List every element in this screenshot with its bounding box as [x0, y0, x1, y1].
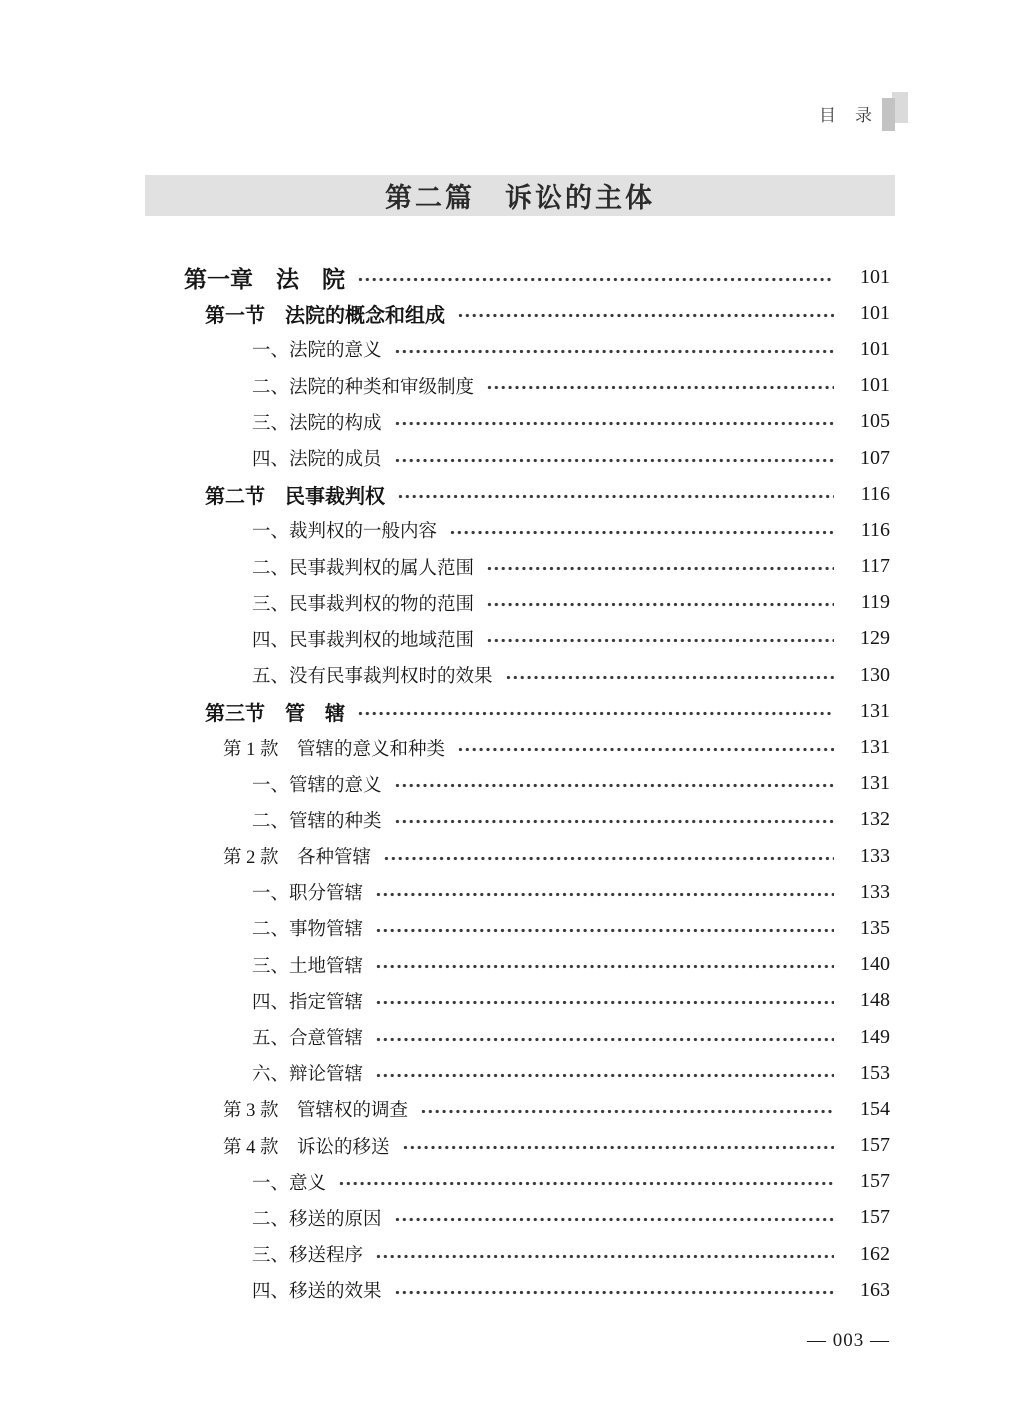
toc-entry-label: 四、民事裁判权的地域范围: [252, 630, 475, 651]
toc-entry-page: 129: [860, 627, 890, 650]
toc-entry-page: 163: [860, 1278, 890, 1301]
toc-entry-page: 162: [860, 1242, 890, 1265]
toc-entry-page: 116: [860, 518, 890, 541]
toc-entry-label: 二、移送的原因: [252, 1209, 382, 1230]
toc-entry-page: 157: [860, 1134, 890, 1157]
dot-leader: [394, 1217, 834, 1222]
toc-list: [0, 259, 1024, 1308]
dot-leader: [449, 530, 834, 535]
toc-entry: [0, 621, 1024, 657]
dot-leader: [394, 458, 834, 463]
toc-entry-label: 第 3 款 管辖权的调查: [223, 1101, 409, 1122]
toc-entry-page: 101: [860, 265, 890, 288]
toc-entry-label: 四、法院的成员: [252, 450, 382, 471]
toc-entry-label: 五、没有民事裁判权时的效果: [252, 667, 493, 688]
toc-entry-page: 130: [860, 663, 890, 686]
dot-leader: [486, 638, 834, 643]
toc-entry-page: 101: [860, 301, 890, 324]
toc-entry: [0, 947, 1024, 983]
toc-entry: [0, 983, 1024, 1019]
toc-entry: [0, 838, 1024, 874]
toc-entry: [0, 874, 1024, 910]
dot-leader: [394, 349, 834, 354]
dot-leader: [383, 856, 834, 861]
dot-leader: [505, 675, 834, 680]
toc-entry: [0, 1236, 1024, 1272]
toc-entry-page: 157: [860, 1206, 890, 1229]
toc-entry: [0, 910, 1024, 946]
toc-entry-page: 154: [860, 1097, 890, 1120]
toc-entry-page: 117: [860, 555, 890, 578]
toc-entry-label: 一、裁判权的一般内容: [252, 522, 438, 543]
toc-entry: [0, 729, 1024, 765]
toc-entry-label: 三、土地管辖: [252, 956, 364, 977]
dot-leader: [402, 1145, 834, 1150]
dot-leader: [375, 964, 834, 969]
dot-leader: [375, 1254, 834, 1259]
toc-entry-label: 第一章 法 院: [184, 265, 345, 292]
toc-entry-page: 131: [860, 699, 890, 722]
toc-entry-label: 第三节 管 辖: [205, 702, 345, 725]
toc-entry-label: 五、合意管辖: [252, 1029, 364, 1050]
toc-entry-label: 二、民事裁判权的属人范围: [252, 558, 475, 579]
toc-entry-label: 第一节 法院的概念和组成: [205, 304, 445, 327]
toc-entry-label: 一、法院的意义: [252, 341, 382, 362]
toc-entry-label: 四、指定管辖: [252, 992, 364, 1013]
toc-entry-label: 一、意义: [252, 1173, 327, 1194]
toc-entry: [0, 693, 1024, 729]
toc-entry: [0, 331, 1024, 367]
toc-entry: [0, 404, 1024, 440]
dot-leader: [397, 494, 834, 499]
dot-leader: [486, 566, 834, 571]
toc-entry-page: 140: [860, 953, 890, 976]
toc-entry-page: 119: [860, 591, 890, 614]
toc-entry-label: 第 1 款 管辖的意义和种类: [223, 739, 446, 760]
toc-entry-page: 116: [860, 482, 890, 505]
toc-entry-page: 131: [860, 736, 890, 759]
toc-entry: [0, 585, 1024, 621]
dot-leader: [394, 783, 834, 788]
toc-entry: [0, 1272, 1024, 1308]
dot-leader: [486, 385, 834, 390]
toc-entry-label: 三、法院的构成: [252, 413, 382, 434]
toc-entry: [0, 368, 1024, 404]
toc-entry: [0, 295, 1024, 331]
toc-entry-page: 133: [860, 880, 890, 903]
toc-entry-label: 第二节 民事裁判权: [205, 485, 385, 508]
dot-leader: [375, 928, 834, 933]
toc-entry: [0, 657, 1024, 693]
toc-entry-label: 三、民事裁判权的物的范围: [252, 594, 475, 615]
toc-entry-page: 157: [860, 1170, 890, 1193]
toc-entry-label: 二、事物管辖: [252, 920, 364, 941]
dot-leader: [357, 711, 834, 716]
decoration-bar-dark-icon: [882, 98, 895, 131]
part-banner: [145, 175, 895, 216]
toc-entry: [0, 440, 1024, 476]
dot-leader: [457, 747, 834, 752]
toc-entry-page: 101: [860, 337, 890, 360]
toc-entry-label: 三、移送程序: [252, 1246, 364, 1267]
toc-entry-page: 135: [860, 916, 890, 939]
toc-entry: [0, 259, 1024, 295]
toc-entry-label: 一、管辖的意义: [252, 775, 382, 796]
toc-entry-page: 131: [860, 772, 890, 795]
page-number: — 003 —: [807, 1330, 890, 1351]
toc-entry: [0, 1091, 1024, 1127]
toc-entry: [0, 1200, 1024, 1236]
toc-entry: [0, 549, 1024, 585]
dot-leader: [375, 1000, 834, 1005]
toc-entry-label: 第 2 款 各种管辖: [223, 848, 372, 869]
toc-entry: [0, 512, 1024, 548]
dot-leader: [338, 1181, 834, 1186]
dot-leader: [394, 1290, 834, 1295]
dot-leader: [486, 602, 834, 607]
dot-leader: [375, 1073, 834, 1078]
toc-entry-page: 149: [860, 1025, 890, 1048]
dot-leader: [357, 277, 834, 282]
toc-entry-label: 二、法院的种类和审级制度: [252, 377, 475, 398]
dot-leader: [375, 1037, 834, 1042]
toc-entry-page: 148: [860, 989, 890, 1012]
toc-entry: [0, 476, 1024, 512]
toc-entry-page: 101: [860, 374, 890, 397]
dot-leader: [394, 421, 834, 426]
toc-entry-page: 107: [860, 446, 890, 469]
toc-entry-label: 六、辩论管辖: [252, 1065, 364, 1086]
dot-leader: [420, 1109, 834, 1114]
toc-entry-label: 一、职分管辖: [252, 884, 364, 905]
corner-decoration: [882, 92, 908, 134]
dot-leader: [394, 819, 834, 824]
dot-leader: [375, 892, 834, 897]
toc-entry: [0, 766, 1024, 802]
toc-entry: [0, 802, 1024, 838]
toc-entry-label: 四、移送的效果: [252, 1282, 382, 1303]
toc-entry-page: 153: [860, 1061, 890, 1084]
toc-entry: [0, 1055, 1024, 1091]
running-head: [819, 92, 908, 134]
toc-entry-label: 二、管辖的种类: [252, 811, 382, 832]
toc-entry: [0, 1128, 1024, 1164]
dot-leader: [457, 313, 834, 318]
toc-entry: [0, 1164, 1024, 1200]
toc-entry-page: 105: [860, 410, 890, 433]
running-head-title: 目 录: [819, 105, 873, 125]
part-banner-title: 第二篇 诉讼的主体: [385, 183, 655, 213]
toc-entry-label: 第 4 款 诉讼的移送: [223, 1137, 390, 1158]
toc-entry-page: 133: [860, 844, 890, 867]
toc-entry-page: 132: [860, 808, 890, 831]
toc-entry: [0, 1019, 1024, 1055]
